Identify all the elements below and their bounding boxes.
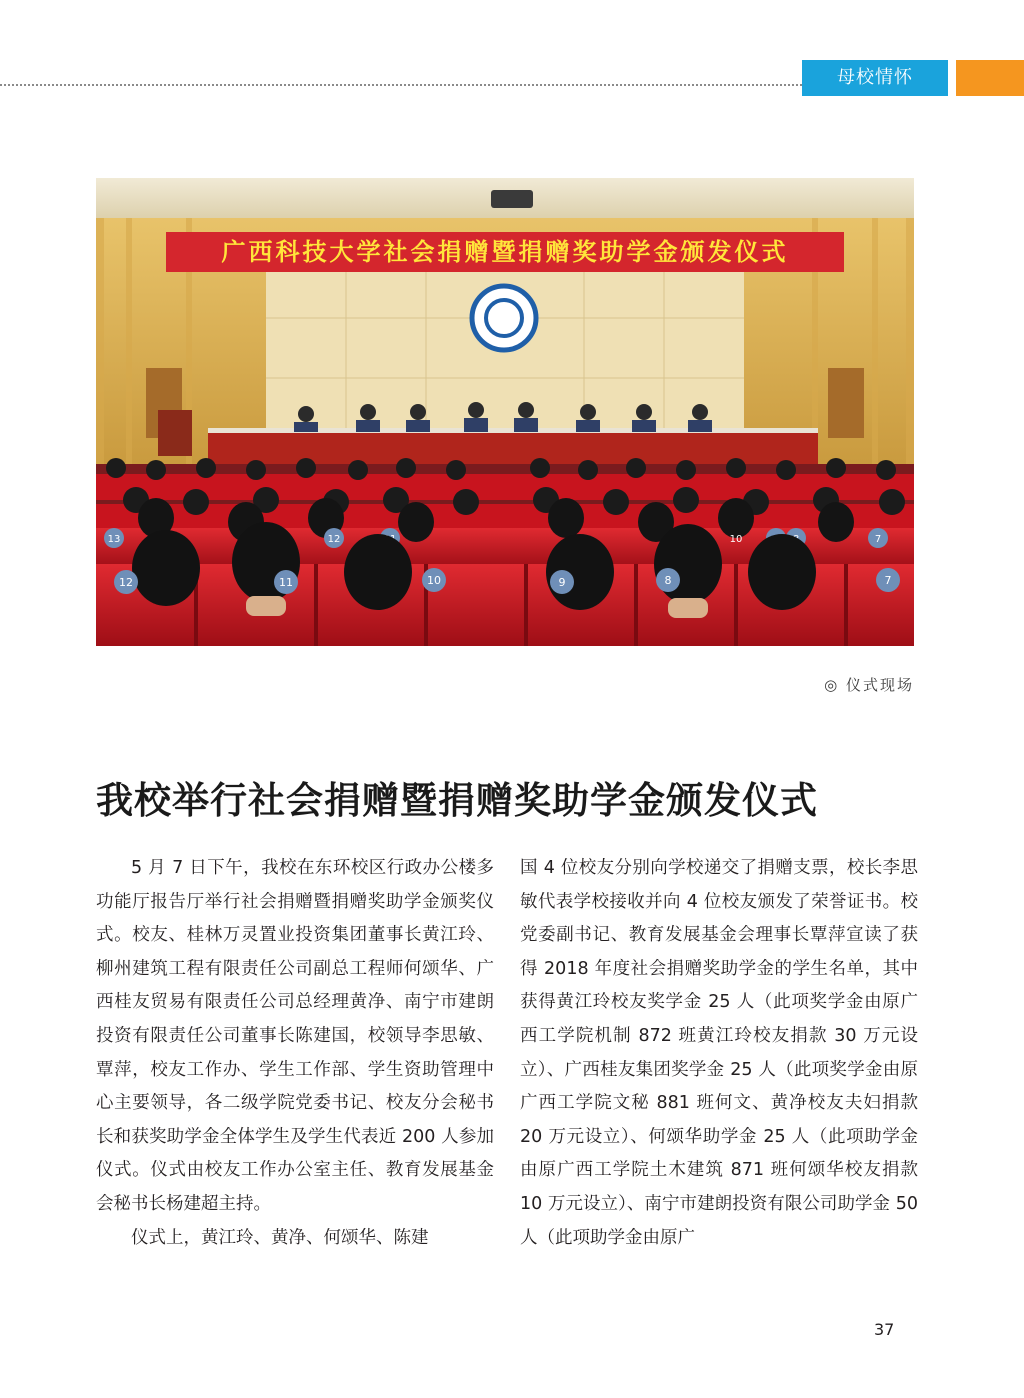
header-dotted-rule — [0, 84, 802, 86]
seat-number: 9 — [558, 576, 566, 589]
article-headline: 我校举行社会捐赠暨捐赠奖助学金颁发仪式 — [96, 779, 818, 822]
seat-number: 11 — [279, 576, 293, 589]
page-number: 37 — [874, 1320, 895, 1339]
article-paragraph: 5 月 7 日下午，我校在东环校区行政办公楼多功能厅报告厅举行社会捐赠暨捐赠奖助学金颁奖仪式。校友、桂林万灵置业投资集团董事长黄江玲、柳州建筑工程有限责任公司副总工程师何颂华、广西桂友贸易有限责任公司总经理黄净、南宁市建朗投资有限责任公司董事长陈建国，校领导李思敏、覃萍，校友工作办、学生工作部、学生资助管理中心主要领导，各二级学院党委书记、校友分会秘书长和获奖助学金全体学生及学生代表近 200 人参加仪式。仪式由校友工作办公室主任、教育发展基金会秘书长杨建超主持。 — [96, 858, 494, 1214]
header-accent-block — [956, 60, 1024, 96]
presidium-table — [208, 430, 818, 464]
seat-number: 10 — [729, 534, 743, 545]
ceremony-photo — [96, 178, 914, 646]
seat-number: 12 — [119, 576, 133, 589]
lectern — [158, 410, 192, 456]
seat-number: 10 — [427, 574, 441, 587]
seat-number: 7 — [874, 534, 882, 545]
article-paragraph-continued: 国 4 位校友分别向学校递交了捐赠支票，校长李思敏代表学校接收并向 4 位校友颁发了荣誉证书。校党委副书记、教育发展基金会理事长覃萍宣读了获得 2018 年度社会捐赠奖助学金的学生名单，其中获得黄江玲校友奖学金 25 人（此项奖学金由原广西工学院机制 872 班黄江玲校友捐款 30 万元设立）、广西桂友集团奖学金 25 人（此项奖学金由原广西工学院文秘 881 班何文、黄净校友夫妇捐款 20 万元设立）、何颂华助学金 25 人（此项助学金由原广西工学院土木建筑 871 班何颂华校友捐款 10 万元设立）、南宁市建朗投资有限公司助学金 50 人（此项助学金由原广 — [520, 858, 918, 1248]
right-door — [828, 368, 864, 438]
section-label-tab: 母校情怀 — [802, 60, 948, 96]
seat-number: 7 — [884, 574, 892, 587]
article-paragraph: 仪式上，黄江玲、黄净、何颂华、陈建 — [131, 1227, 429, 1248]
ceremony-photo-illustration — [96, 178, 914, 646]
seat-number: 8 — [664, 574, 672, 587]
projector — [491, 190, 533, 208]
university-logo — [472, 286, 536, 350]
seat-number: 12 — [327, 534, 341, 545]
photo-caption: ◎ 仪式现场 — [824, 676, 914, 694]
event-banner-text: 广西科技大学社会捐赠暨捐赠奖助学金颁发仪式 — [221, 238, 789, 266]
article-left-column — [96, 852, 494, 1255]
article-right-column — [520, 852, 918, 1255]
seat-number: 13 — [107, 534, 121, 545]
